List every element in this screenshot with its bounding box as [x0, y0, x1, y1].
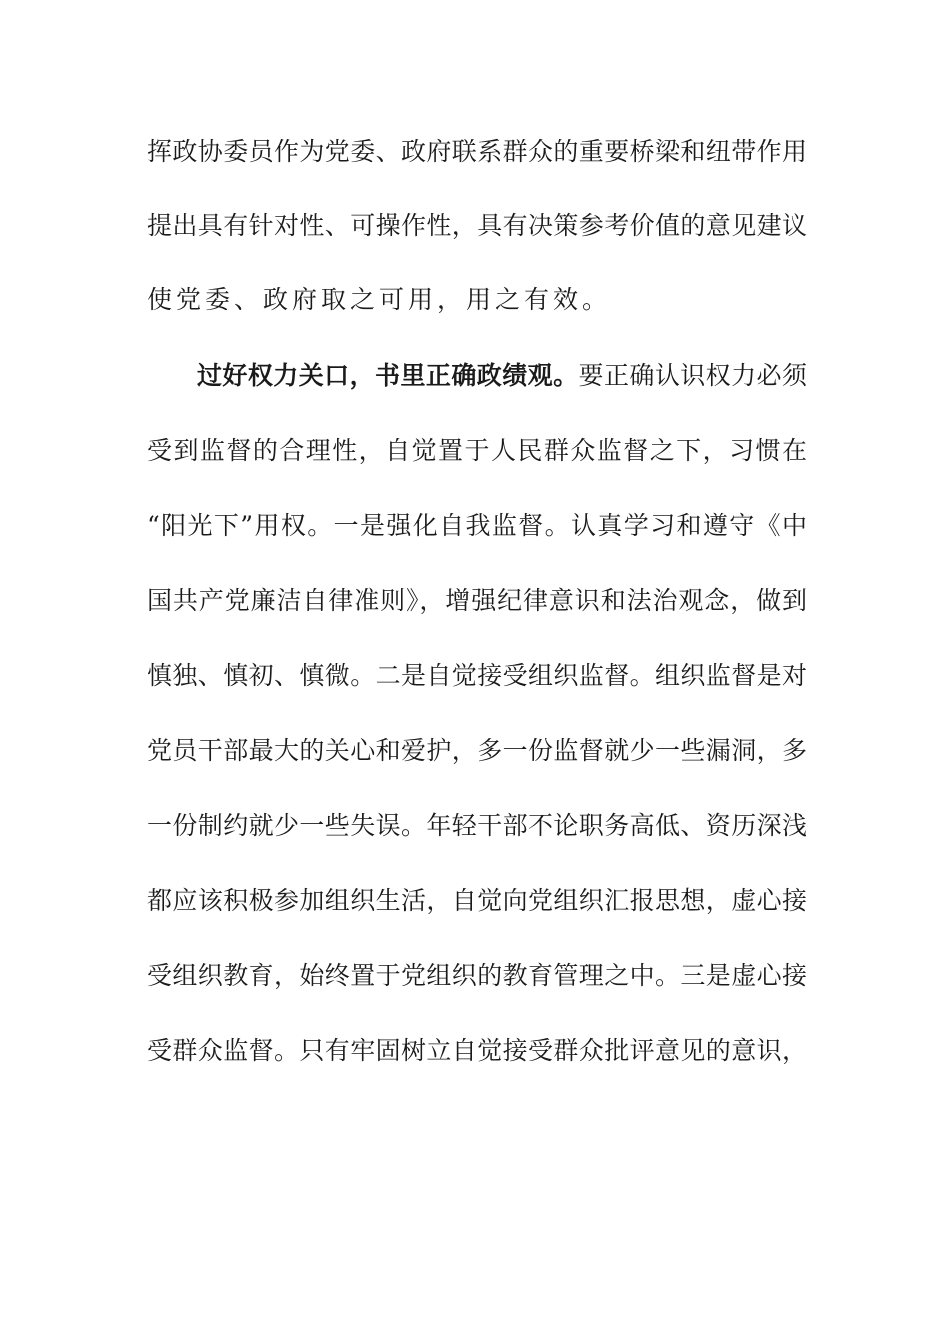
paragraph-line: 受群众监督。只有牢固树立自觉接受群众批评意见的意识，	[147, 1036, 807, 1065]
paragraph-line: 慎独、慎初、慎微。二是自觉接受组织监督。组织监督是对	[147, 661, 807, 690]
paragraph-line: 提出具有针对性、可操作性，具有决策参考价值的意见建议	[147, 211, 807, 240]
paragraph-line: 受到监督的合理性，自觉置于人民群众监督之下，习惯在	[147, 436, 807, 465]
paragraph-line: 党员干部最大的关心和爱护，多一份监督就少一些漏洞，多	[147, 736, 807, 765]
paragraph-line: 使党委、政府取之可用，用之有效。	[147, 285, 612, 314]
paragraph-line-rest: 要正确认识权力必须	[578, 361, 807, 390]
paragraph-heading: 过好权力关口，书里正确政绩观。	[197, 361, 579, 390]
paragraph-first-line	[197, 356, 807, 396]
paragraph-line: 都应该积极参加组织生活，自觉向党组织汇报思想，虚心接	[147, 886, 807, 915]
paragraph-line: 挥政协委员作为党委、政府联系群众的重要桥梁和纽带作用	[147, 137, 807, 166]
paragraph-line: 受组织教育，始终置于党组织的教育管理之中。三是虚心接	[147, 961, 807, 990]
paragraph-line: 国共产党廉洁自律准则》，增强纪律意识和法治观念，做到	[147, 586, 807, 615]
paragraph-line: “阳光下”用权。一是强化自我监督。认真学习和遵守《中	[147, 511, 807, 540]
paragraph-line: 一份制约就少一些失误。年轻干部不论职务高低、资历深浅	[147, 811, 807, 840]
